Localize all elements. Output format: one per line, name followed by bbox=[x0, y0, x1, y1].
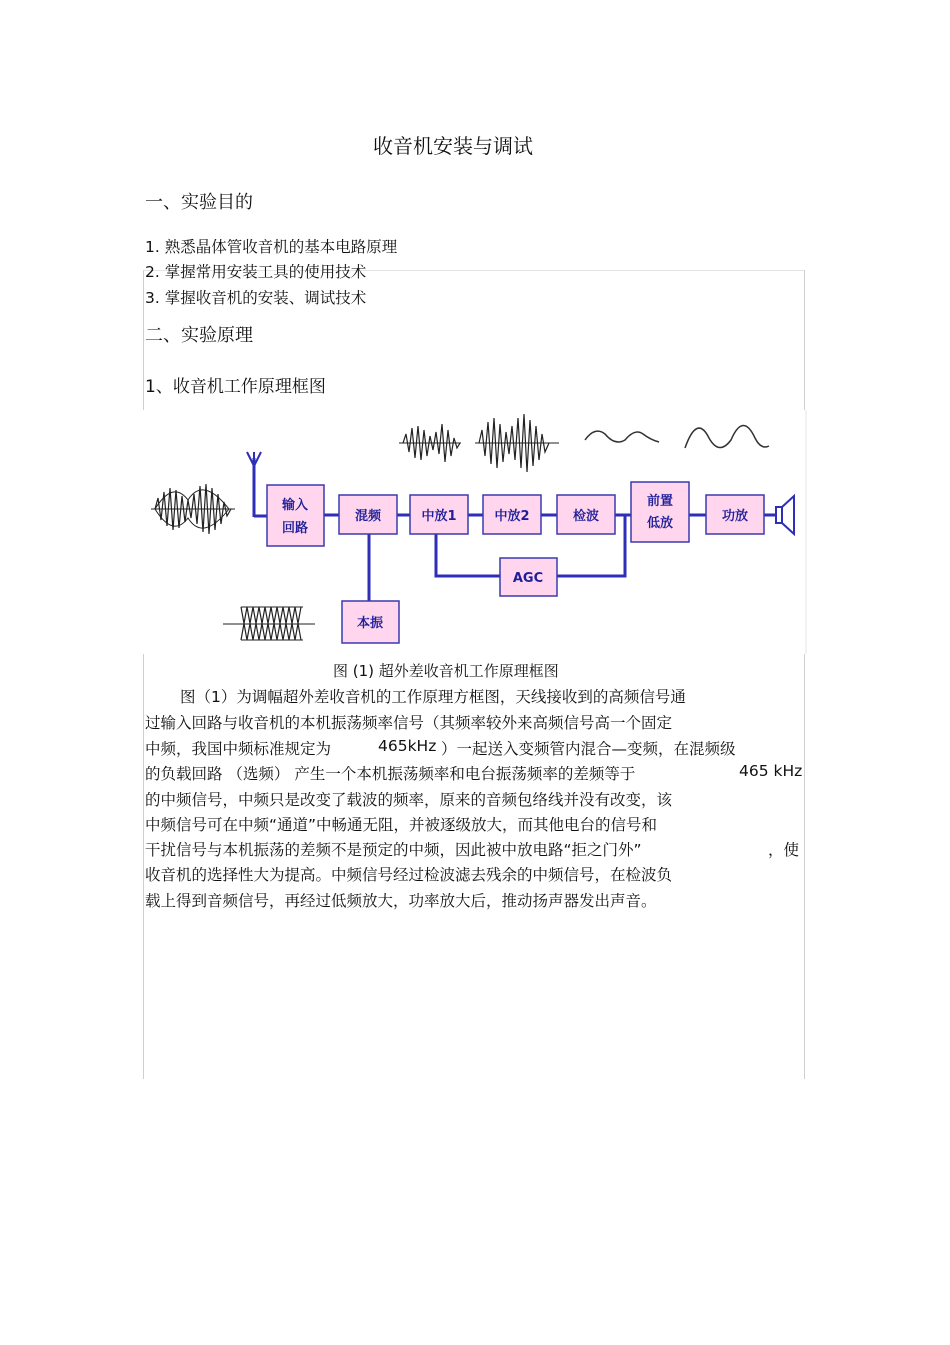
block-input-label-2: 回路 bbox=[281, 521, 309, 536]
block-if1 bbox=[410, 495, 468, 534]
objective-item-1: 1. 熟悉晶体管收音机的基本电路原理 bbox=[145, 238, 398, 256]
block-power-amp bbox=[706, 495, 764, 534]
paragraph-line-3c: ）一起送入变频管内混合—变频，在混频级 bbox=[441, 740, 736, 758]
wire-agc-in bbox=[436, 534, 500, 576]
paragraph-line-9: 载上得到音频信号，再经过低频放大，功率放大后，推动扬声器发出声音。 bbox=[145, 892, 657, 910]
audio-waveform-large-icon bbox=[685, 425, 769, 448]
paragraph-line-7b: ，使 bbox=[768, 841, 800, 859]
paragraph-line-4a: 的负载回路 （选频） 产生一个本机振荡频率和电台振荡频率的差频等于 bbox=[145, 765, 636, 783]
block-lo-label: 本振 bbox=[356, 616, 384, 631]
block-diagram-svg bbox=[143, 410, 807, 654]
if-waveform-large-icon bbox=[475, 414, 559, 472]
audio-waveform-small-icon bbox=[585, 431, 659, 442]
am-rf-waveform-icon bbox=[151, 484, 235, 534]
paragraph-line-7a: 干扰信号与本机振荡的差频不是预定的中频，因此被中放电路“拒之门外” bbox=[145, 841, 642, 859]
paragraph-line-3b: 465kHz bbox=[378, 737, 437, 755]
paragraph-line-2: 过输入回路与收音机的本机振荡频率信号（其频率较外来高频信号高一个固定 bbox=[145, 714, 673, 732]
block-agc bbox=[500, 558, 557, 596]
objective-item-2: 2. 掌握常用安装工具的使用技术 bbox=[145, 263, 367, 281]
paragraph-line-3a: 中频，我国中频标准规定为 bbox=[145, 740, 332, 758]
document-title: 收音机安装与调试 bbox=[373, 134, 533, 158]
if-waveform-small-icon bbox=[399, 424, 461, 462]
block-input-label-1: 输入 bbox=[281, 498, 309, 513]
block-preamp-label-2: 低放 bbox=[646, 516, 674, 531]
subsection-heading: 1、收音机工作原理框图 bbox=[145, 377, 326, 397]
block-detector bbox=[557, 495, 615, 534]
paragraph-line-5: 的中频信号，中频只是改变了载波的频率，原来的音频包络线并没有改变，该 bbox=[145, 791, 673, 809]
oscillator-waveform-icon bbox=[223, 607, 315, 640]
paragraph-line-6: 中频信号可在中频“通道”中畅通无阻，并被逐级放大，而其他电台的信号和 bbox=[145, 816, 658, 834]
block-if1-label: 中放1 bbox=[421, 509, 457, 524]
block-agc-label: AGC bbox=[512, 571, 544, 586]
paragraph-line-1: 图（1）为调幅超外差收音机的工作原理方框图，天线接收到的高频信号通 bbox=[180, 688, 686, 706]
antenna-icon bbox=[247, 452, 261, 517]
block-input-circuit bbox=[267, 485, 324, 546]
block-detector-label: 检波 bbox=[572, 509, 600, 524]
block-diagram bbox=[143, 410, 807, 654]
section-2-heading: 二、实验原理 bbox=[145, 325, 253, 346]
figure-caption: 图 (1) 超外差收音机工作原理框图 bbox=[333, 662, 559, 680]
block-preamp-label-1: 前置 bbox=[646, 494, 674, 509]
block-mixer bbox=[339, 495, 397, 534]
block-power-amp-label: 功放 bbox=[721, 509, 749, 524]
block-local-oscillator bbox=[342, 601, 399, 643]
block-preamp bbox=[631, 482, 689, 542]
section-1-heading: 一、实验目的 bbox=[145, 192, 253, 213]
objective-item-3: 3. 掌握收音机的安装、调试技术 bbox=[145, 289, 367, 307]
block-if2-label: 中放2 bbox=[494, 509, 530, 524]
paragraph-line-8: 收音机的选择性大为提高。中频信号经过检波滤去残余的中频信号，在检波负 bbox=[145, 866, 673, 884]
paragraph-line-4b: 465 kHz bbox=[739, 762, 803, 780]
block-mixer-label: 混频 bbox=[354, 509, 382, 524]
speaker-icon bbox=[776, 496, 794, 534]
block-if2 bbox=[483, 495, 541, 534]
